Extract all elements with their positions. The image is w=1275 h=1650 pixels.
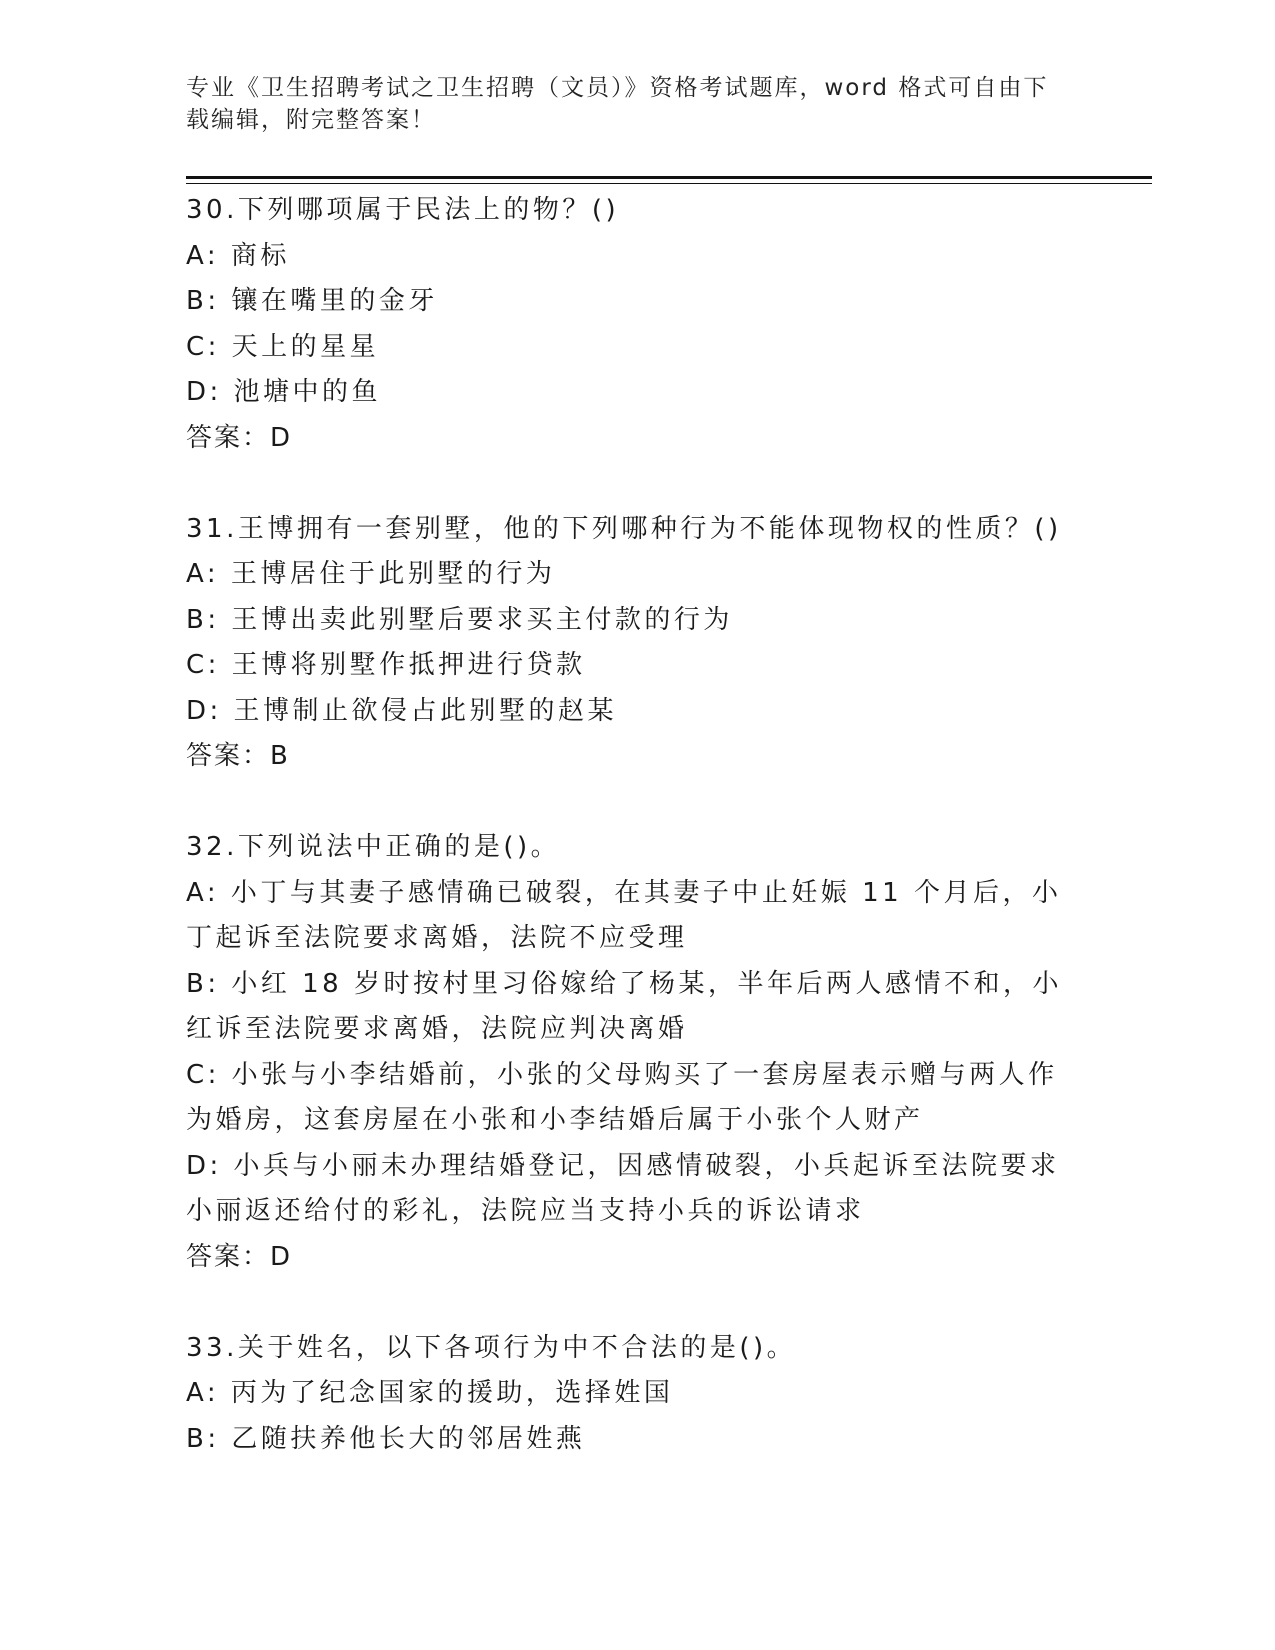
document-header: 专业《卫生招聘考试之卫生招聘（文员）》资格考试题库，word 格式可自由下载编辑，附完整答案！ — [186, 75, 1049, 133]
option-b: B: 小红 18 岁时按村里习俗嫁给了杨某，半年后两人感情不和，小红诉至法院要求离婚，法院应判决离婚 — [186, 968, 1062, 1044]
option-d: D: 王博制止欲侵占此别墅的赵某 — [186, 695, 618, 726]
question-33 — [186, 1326, 1086, 1463]
option-b: B: 镶在嘴里的金牙 — [186, 286, 438, 316]
option-a: A: 丙为了纪念国家的援助，选择姓国 — [186, 1378, 674, 1408]
option-b: B: 王博出卖此别墅后要求买主付款的行为 — [186, 604, 733, 635]
question-title: 31.王博拥有一套别墅，他的下列哪种行为不能体现物权的性质？() — [186, 513, 1062, 544]
question-title: 32.下列说法中正确的是()。 — [186, 832, 561, 862]
header-divider-thin — [186, 183, 1152, 184]
option-a: A: 小丁与其妻子感情确已破裂，在其妻子中止妊娠 11 个月后，小丁起诉至法院要求离婚，法院不应受理 — [186, 877, 1062, 953]
option-d: D: 小兵与小丽未办理结婚登记，因感情破裂，小兵起诉至法院要求小丽返还给付的彩礼，法院应当支持小兵的诉讼请求 — [186, 1150, 1060, 1226]
question-list — [186, 188, 1086, 1508]
option-d: D: 池塘中的鱼 — [186, 377, 382, 407]
option-b: B: 乙随扶养他长大的邻居姓燕 — [186, 1423, 586, 1454]
question-32 — [186, 825, 1086, 1280]
question-title: 33.关于姓名，以下各项行为中不合法的是()。 — [186, 1332, 797, 1363]
question-30 — [186, 188, 1086, 461]
answer: 答案：D — [186, 1241, 293, 1272]
option-a: A: 王博居住于此别墅的行为 — [186, 559, 556, 589]
question-title: 30.下列哪项属于民法上的物？() — [186, 195, 620, 225]
option-c: C: 天上的星星 — [186, 331, 380, 362]
option-c: C: 小张与小李结婚前，小张的父母购买了一套房屋表示赠与两人作为婚房，这套房屋在小张和小李结婚后属于小张个人财产 — [186, 1059, 1058, 1135]
answer: 答案：B — [186, 741, 290, 771]
answer: 答案：D — [186, 422, 293, 453]
option-a: A: 商标 — [186, 240, 290, 271]
option-c: C: 王博将别墅作抵押进行贷款 — [186, 650, 586, 680]
question-31 — [186, 507, 1086, 780]
header-divider-thick — [186, 176, 1152, 179]
